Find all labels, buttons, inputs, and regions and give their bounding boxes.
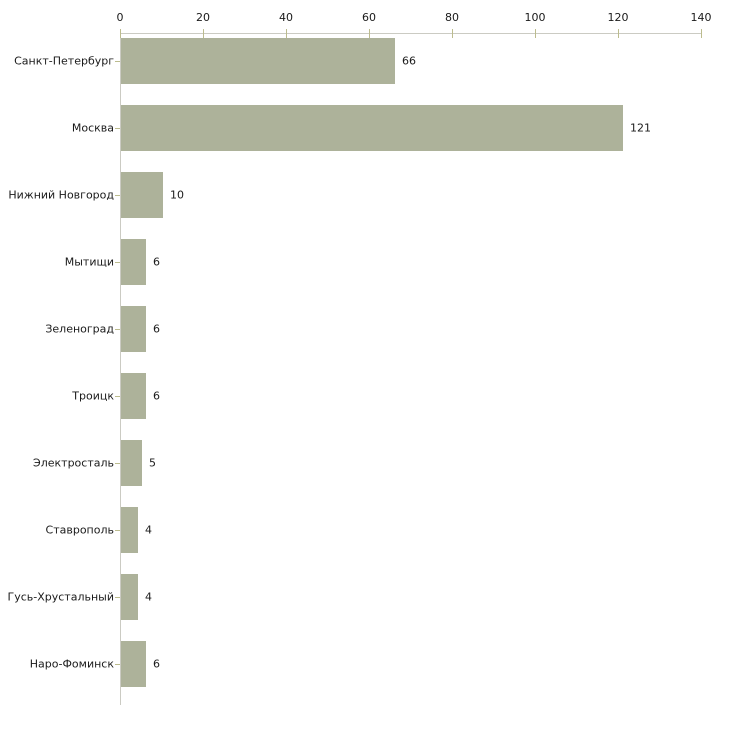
bar [121, 239, 146, 285]
bar [121, 574, 138, 620]
x-tick-label: 140 [690, 11, 712, 24]
bar [121, 507, 138, 553]
y-tick-mark [115, 530, 120, 531]
category-label: Зеленоград [45, 322, 114, 336]
category-label: Ставрополь [45, 523, 114, 537]
y-tick-mark [115, 463, 120, 464]
category-label: Санкт-Петербург [14, 54, 114, 68]
value-label: 4 [145, 590, 152, 604]
value-label: 4 [145, 523, 152, 537]
value-label: 6 [153, 657, 160, 671]
category-label: Москва [71, 121, 114, 135]
x-tick-mark [369, 29, 370, 38]
y-tick-mark [115, 664, 120, 665]
x-tick-label: 40 [279, 11, 293, 24]
value-label: 121 [630, 121, 651, 135]
bar [121, 641, 146, 687]
x-tick-label: 0 [116, 11, 124, 24]
x-tick-label: 100 [524, 11, 546, 24]
value-label: 6 [153, 255, 160, 269]
x-tick-mark [618, 29, 619, 38]
bar [121, 373, 146, 419]
value-label: 5 [149, 456, 156, 470]
bar [121, 38, 395, 84]
x-tick-mark [203, 29, 204, 38]
x-axis-line [120, 33, 702, 34]
bar [121, 440, 142, 486]
x-tick-mark [286, 29, 287, 38]
category-label: Гусь-Хрустальный [7, 590, 114, 604]
value-label: 10 [170, 188, 184, 202]
category-label: Мытищи [64, 255, 114, 269]
value-label: 6 [153, 322, 160, 336]
bar [121, 172, 163, 218]
y-tick-mark [115, 597, 120, 598]
x-tick-label: 60 [362, 11, 376, 24]
y-tick-mark [115, 329, 120, 330]
x-tick-label: 80 [445, 11, 459, 24]
y-tick-mark [115, 262, 120, 263]
y-tick-mark [115, 195, 120, 196]
y-tick-mark [115, 396, 120, 397]
x-tick-label: 120 [607, 11, 629, 24]
x-tick-mark [701, 29, 702, 38]
category-label: Электросталь [33, 456, 114, 470]
bar [121, 105, 623, 151]
x-tick-label: 20 [196, 11, 210, 24]
category-label: Нижний Новгород [8, 188, 114, 202]
y-tick-mark [115, 61, 120, 62]
x-tick-mark [452, 29, 453, 38]
y-tick-mark [115, 128, 120, 129]
value-label: 6 [153, 389, 160, 403]
x-tick-mark [535, 29, 536, 38]
value-label: 66 [402, 54, 416, 68]
x-tick-mark [120, 29, 121, 38]
category-label: Троицк [72, 389, 114, 403]
category-label: Наро-Фоминск [29, 657, 114, 671]
bar [121, 306, 146, 352]
